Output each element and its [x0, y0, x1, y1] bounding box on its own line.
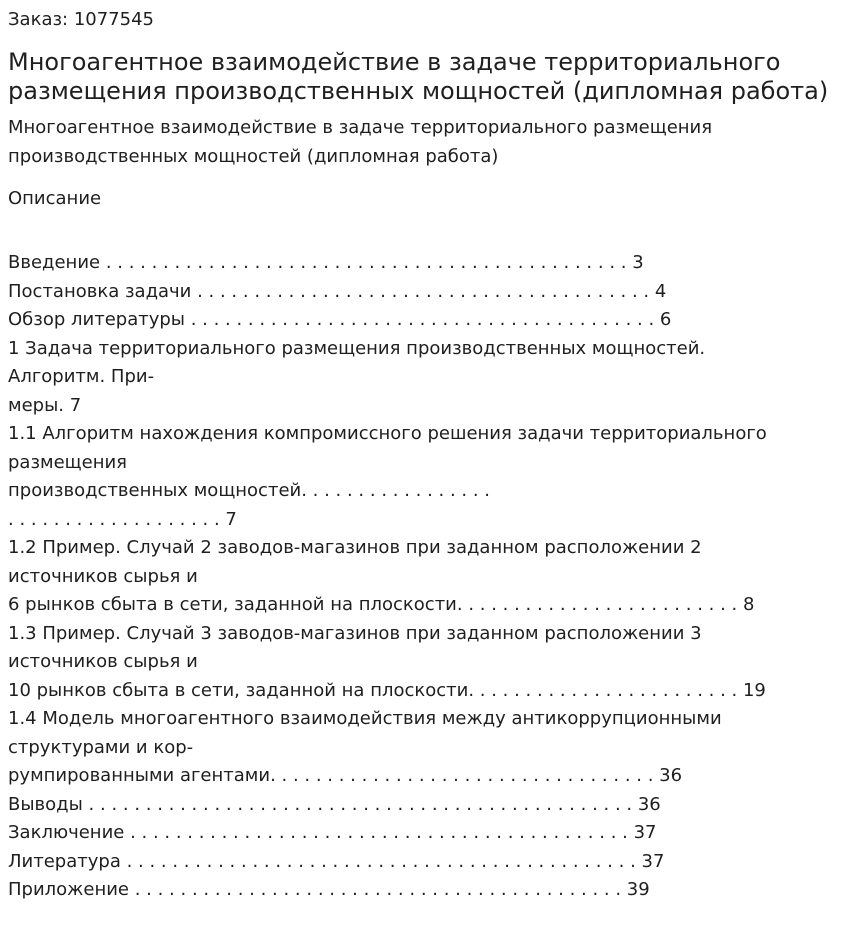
toc-line: 1.4 Модель многоагентного взаимодействия между антикоррупционными [8, 708, 722, 729]
toc-line: производственных мощностей. . . . . . . . . . . . . . . . . [8, 480, 491, 501]
toc-line: 6 рынков сбыта в сети, заданной на плоскости. . . . . . . . . . . . . . . . . . . . . . . . . 8 [8, 594, 755, 615]
toc-line: 1 Задача территориального размещения производственных мощностей. [8, 337, 706, 359]
toc-line: румпированными агентами. . . . . . . . . . . . . . . . . . . . . . . . . . . . . . . . . . 36 [8, 765, 683, 786]
toc-line: Выводы . . . . . . . . . . . . . . . . . . . . . . . . . . . . . . . . . . . . . . . . . . . . . . . . 36 [8, 793, 661, 815]
toc-line: Введение . . . . . . . . . . . . . . . . . . . . . . . . . . . . . . . . . . . . . . . . . . . . . . 3 [8, 252, 644, 273]
page-title: Многоагентное взаимодействие в задаче территориального размещения производственных мощностей (дипломная работа) [8, 48, 829, 105]
toc-line: меры. 7 [8, 394, 82, 416]
toc-line: Постановка задачи . . . . . . . . . . . . . . . . . . . . . . . . . . . . . . . . . . . . . . . . 4 [8, 280, 667, 302]
toc-line: 10 рынков сбыта в сети, заданной на плоскости. . . . . . . . . . . . . . . . . . . . . . . . 19 [8, 679, 766, 701]
page-subtitle [8, 113, 839, 171]
toc-line: Литература . . . . . . . . . . . . . . . . . . . . . . . . . . . . . . . . . . . . . . . . . . . . . 37 [8, 850, 665, 872]
toc-line: источников сырья и [8, 651, 198, 672]
toc-line: размещения [8, 451, 128, 473]
toc-line: 1.2 Пример. Случай 2 заводов-магазинов при заданном расположении 2 [8, 537, 702, 558]
toc-line: Заключение . . . . . . . . . . . . . . . . . . . . . . . . . . . . . . . . . . . . . . . . . . . . 37 [8, 822, 657, 843]
toc-line: Обзор литературы . . . . . . . . . . . . . . . . . . . . . . . . . . . . . . . . . . . . . . . . . 6 [8, 309, 672, 330]
subtitle-line: производственных мощностей (дипломная работа) [8, 146, 499, 167]
toc-line: Приложение . . . . . . . . . . . . . . . . . . . . . . . . . . . . . . . . . . . . . . . . . . . 39 [8, 879, 650, 900]
subtitle-line: Многоагентное взаимодействие в задаче территориального размещения [8, 117, 713, 138]
order-number: Заказ: 1077545 [8, 9, 154, 30]
toc-line: источников сырья и [8, 565, 198, 587]
toc-line: 1.1 Алгоритм нахождения компромиссного решения задачи территориального [8, 423, 767, 444]
toc-line: . . . . . . . . . . . . . . . . . . . 7 [8, 508, 237, 530]
description-heading: Описание [8, 188, 102, 209]
toc-line: структурами и кор- [8, 736, 194, 758]
toc-line: Алгоритм. При- [8, 366, 155, 387]
table-of-contents [8, 249, 839, 905]
toc-line: 1.3 Пример. Случай 3 заводов-магазинов при заданном расположении 3 [8, 622, 702, 644]
